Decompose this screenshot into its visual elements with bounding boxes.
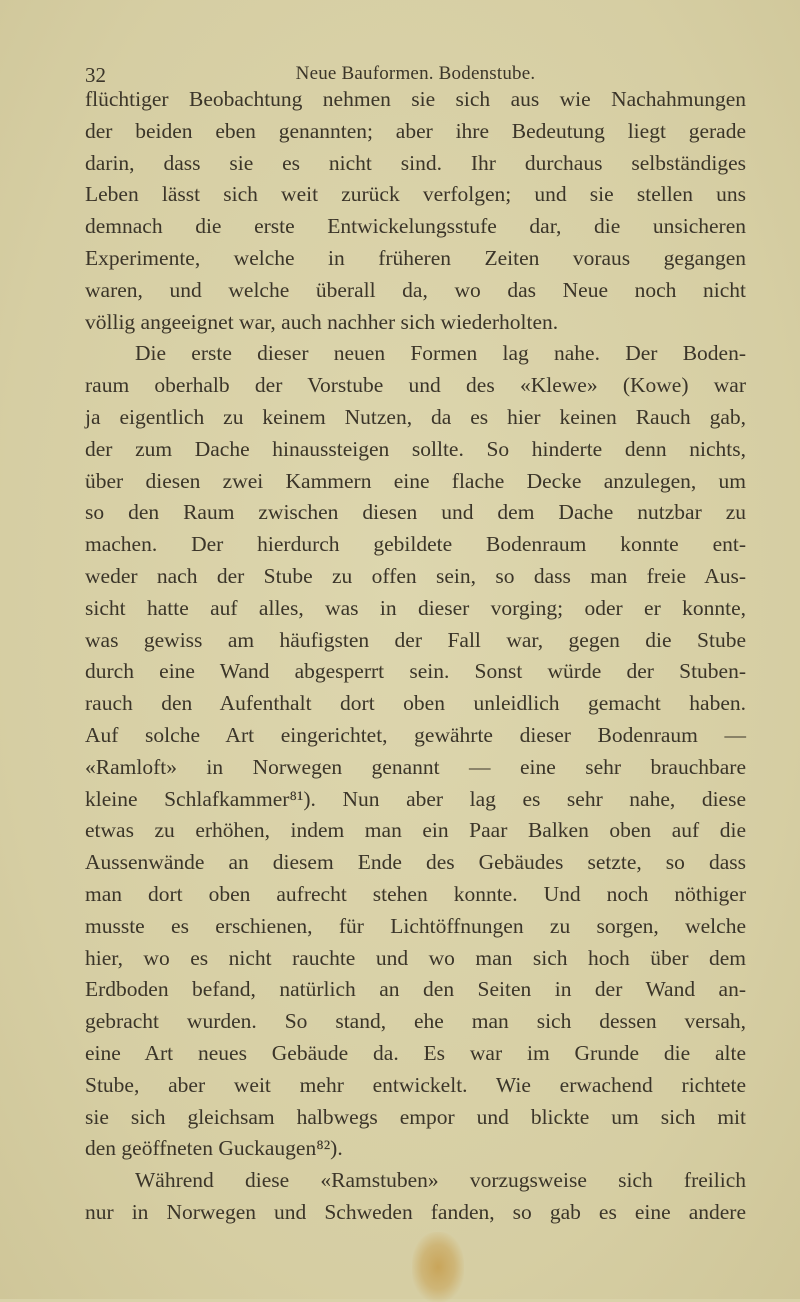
text-line: völlig angeeignet war, auch nachher sich wiederholten. <box>85 309 559 334</box>
body-text <box>85 84 746 1229</box>
text-line: Stube, aber weit mehr entwickelt. Wie erwachend richtete <box>85 1072 746 1097</box>
text-line: sicht hatte auf alles, was in dieser vorging; oder er konnte, <box>85 595 746 620</box>
text-line: Erdboden befand, natürlich an den Seiten in der Wand an- <box>85 977 746 1002</box>
text-line: Leben lässt sich weit zurück verfolgen; und sie stellen uns <box>85 182 746 207</box>
text-line: demnach die erste Entwickelungsstufe dar, die unsicheren <box>85 214 746 239</box>
text-line: musste es erschienen, für Lichtöffnungen zu sorgen, welche <box>85 913 746 938</box>
text-line: ja eigentlich zu keinem Nutzen, da es hier keinen Rauch gab, <box>85 404 746 429</box>
text-line: etwas zu erhöhen, indem man ein Paar Balken oben auf die <box>85 818 746 843</box>
text-line: darin, dass sie es nicht sind. Ihr durchaus selbständiges <box>85 150 746 175</box>
text-line: raum oberhalb der Vorstube und des «Klewe» (Kowe) war <box>85 373 746 398</box>
text-line: so den Raum zwischen diesen und dem Dache nutzbar zu <box>85 500 746 525</box>
text-line: Die erste dieser neuen Formen lag nahe. Der Boden- <box>135 341 746 366</box>
running-title: Neue Bauformen. Bodenstube. <box>295 63 536 84</box>
text-line: hier, wo es nicht rauchte und wo man sich hoch über dem <box>85 945 746 970</box>
text-line: der zum Dache hinaussteigen sollte. So hinderte denn nichts, <box>85 436 746 461</box>
text-line: flüchtiger Beobachtung nehmen sie sich aus wie Nachahmungen <box>85 87 746 111</box>
text-line: «Ramloft» in Norwegen genannt — eine sehr brauchbare <box>85 754 746 779</box>
text-line: über diesen zwei Kammern eine flache Decke anzulegen, um <box>85 468 746 493</box>
text-line: sie sich gleichsam halbwegs empor und blickte um sich mit <box>85 1104 746 1129</box>
text-line: gebracht wurden. So stand, ehe man sich dessen versah, <box>85 1009 746 1034</box>
paper-stain <box>412 1232 464 1302</box>
text-line: eine Art neues Gebäude da. Es war im Grunde die alte <box>85 1040 746 1065</box>
text-line: Während diese «Ramstuben» vorzugsweise sich freilich <box>135 1168 746 1193</box>
text-line: was gewiss am häufigsten der Fall war, gegen die Stube <box>85 627 746 652</box>
text-line: Auf solche Art eingerichtet, gewährte dieser Bodenraum — <box>85 722 746 747</box>
text-line: rauch den Aufenthalt dort oben unleidlich gemacht haben. <box>85 691 746 716</box>
text-line: Aussenwände an diesem Ende des Gebäudes setzte, so dass <box>85 850 746 875</box>
text-line: den geöffneten Guckaugen⁸²). <box>85 1136 343 1161</box>
text-line: kleine Schlafkammer⁸¹). Nun aber lag es sehr nahe, diese <box>85 786 746 811</box>
text-line: waren, und welche überall da, wo das Neue noch nicht <box>85 277 746 302</box>
text-line: Experimente, welche in früheren Zeiten voraus gegangen <box>85 245 746 270</box>
text-line: durch eine Wand abgesperrt sein. Sonst würde der Stuben- <box>85 659 746 684</box>
text-line: man dort oben aufrecht stehen konnte. Und noch nöthiger <box>85 881 746 906</box>
text-line: machen. Der hierdurch gebildete Bodenraum konnte ent- <box>85 532 746 557</box>
text-line: nur in Norwegen und Schweden fanden, so gab es eine andere <box>85 1199 746 1224</box>
text-line: weder nach der Stube zu offen sein, so dass man freie Aus- <box>85 563 746 588</box>
page-number: 32 <box>85 63 106 87</box>
text-line: der beiden eben genannten; aber ihre Bedeutung liegt gerade <box>85 118 746 143</box>
